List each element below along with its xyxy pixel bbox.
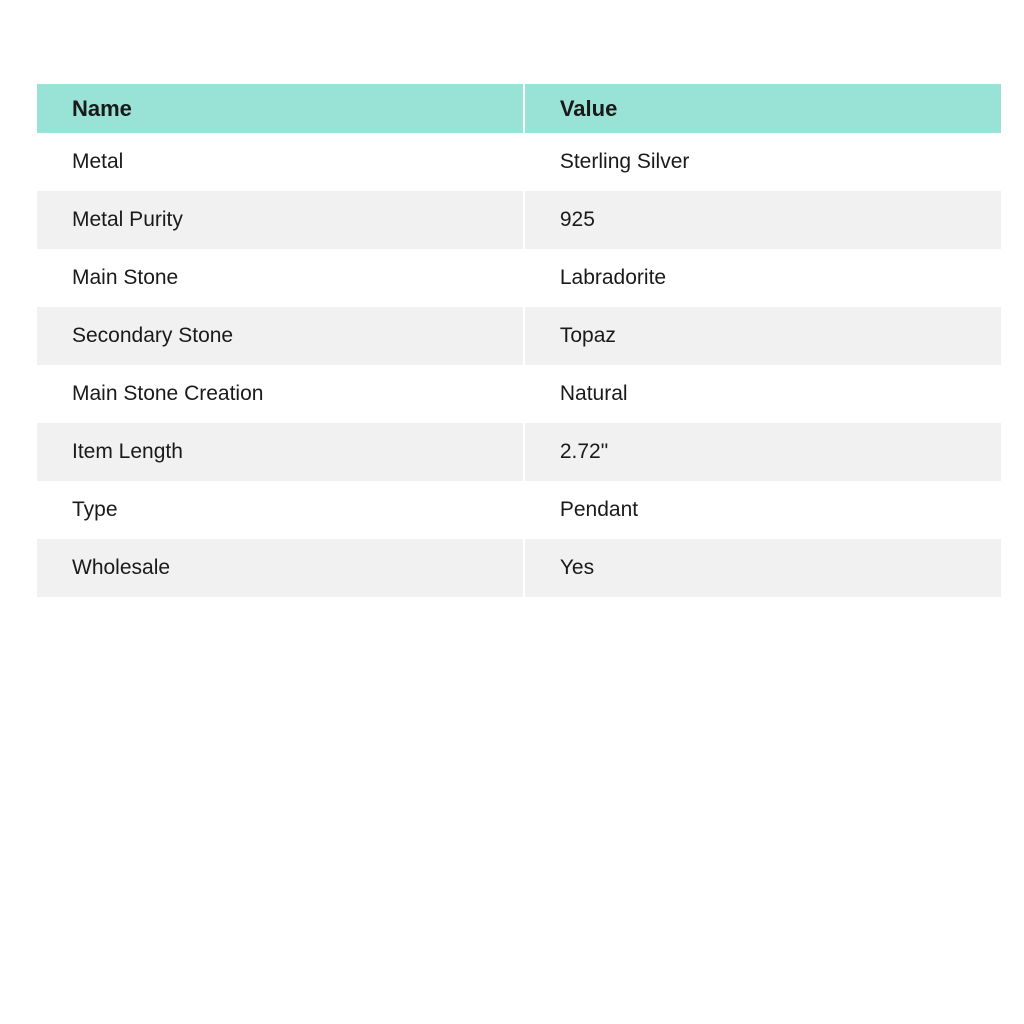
row-name-cell: Main Stone Creation — [37, 365, 523, 423]
header-row — [37, 84, 1001, 133]
table-row — [37, 307, 1001, 365]
table-row — [37, 191, 1001, 249]
table-header — [37, 84, 1001, 133]
row-name-cell: Main Stone — [37, 249, 523, 307]
row-name-cell: Metal Purity — [37, 191, 523, 249]
table-row — [37, 481, 1001, 539]
row-name-cell: Type — [37, 481, 523, 539]
table-body — [37, 133, 1001, 597]
row-value-cell: 925 — [523, 191, 1001, 249]
table-row — [37, 365, 1001, 423]
product-spec-table — [37, 84, 1001, 597]
row-value-cell: Topaz — [523, 307, 1001, 365]
column-header-value: Value — [523, 84, 1001, 133]
row-value-cell: Sterling Silver — [523, 133, 1001, 191]
column-header-name: Name — [37, 84, 523, 133]
row-name-cell: Item Length — [37, 423, 523, 481]
row-value-cell: 2.72" — [523, 423, 1001, 481]
row-value-cell: Yes — [523, 539, 1001, 597]
row-value-cell: Labradorite — [523, 249, 1001, 307]
row-name-cell: Secondary Stone — [37, 307, 523, 365]
row-name-cell: Metal — [37, 133, 523, 191]
row-name-cell: Wholesale — [37, 539, 523, 597]
row-value-cell: Pendant — [523, 481, 1001, 539]
spec-table — [37, 84, 1001, 597]
row-value-cell: Natural — [523, 365, 1001, 423]
table-row — [37, 423, 1001, 481]
table-row — [37, 249, 1001, 307]
table-row — [37, 133, 1001, 191]
table-row — [37, 539, 1001, 597]
